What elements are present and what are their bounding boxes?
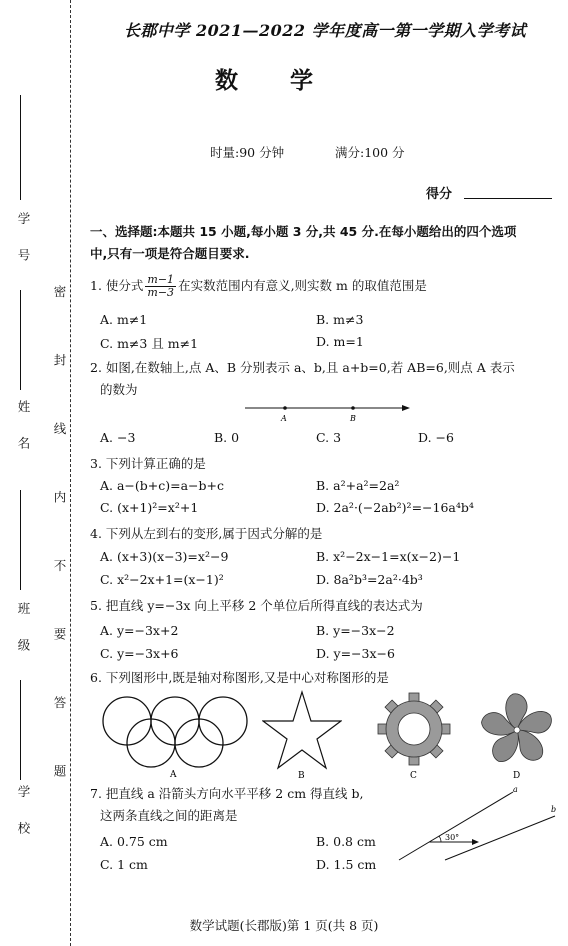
binding-margin xyxy=(0,0,75,946)
page-footer: 数学试题(长郡版)第 1 页(共 8 页) xyxy=(189,918,379,933)
q1-fraction xyxy=(145,274,176,299)
q4-option-a[interactable]: A. (x+3)(x−3)=x²−9 xyxy=(100,549,229,564)
exam-time: 时量:90 分钟 xyxy=(210,145,285,160)
q2-option-d[interactable]: D. −6 xyxy=(418,430,454,445)
figure-d-flower[interactable] xyxy=(475,690,561,780)
q3-option-d[interactable]: D. 2a²·(−2ab²)²=−16a⁴b⁴ xyxy=(316,500,474,515)
figure-c-label: C xyxy=(410,771,417,780)
q1-frac-den: m−3 xyxy=(147,286,175,299)
exam-full-score: 满分:100 分 xyxy=(335,145,405,160)
bauhinia-flower-icon xyxy=(479,694,554,766)
q7-option-b[interactable]: B. 0.8 cm xyxy=(316,834,376,849)
q7-option-d[interactable]: D. 1.5 cm xyxy=(316,857,377,872)
xingming-label: 姓 名 xyxy=(16,400,31,459)
xuexiao-label: 学 校 xyxy=(16,785,31,844)
q1-option-a[interactable]: A. m≠1 xyxy=(100,312,148,327)
line-a xyxy=(399,792,513,860)
section-line-2: 中,只有一项是符合题目要求. xyxy=(90,246,250,261)
number-line-arrow-icon xyxy=(402,405,410,411)
q1-option-b[interactable]: B. m≠3 xyxy=(316,312,364,327)
q3-option-b[interactable]: B. a²+a²=2a² xyxy=(316,478,400,493)
cut-line xyxy=(70,0,71,946)
star-icon xyxy=(263,692,341,768)
q2-stem-1: 2. 如图,在数轴上,点 A、B 分别表示 a、b,且 a+b=0,若 AB=6,则点 A 表示 xyxy=(90,360,515,375)
parallel-lines-figure xyxy=(395,786,560,866)
q2-stem-2: 的数为 xyxy=(100,382,138,397)
point-b-label: B xyxy=(350,414,356,423)
q4-option-c[interactable]: C. x²−2x+1=(x−1)² xyxy=(100,572,224,587)
q2-option-b[interactable]: B. 0 xyxy=(214,430,240,445)
section-line-1: 一、选择题:本题共 15 小题,每小题 3 分,共 45 分.在每小题给出的四个选项 xyxy=(90,224,517,239)
seal-notice: 密 封 线 内 不 要 答 题 xyxy=(52,285,67,803)
figure-c-gear[interactable] xyxy=(373,690,455,780)
q1-frac-num: m−1 xyxy=(147,273,175,286)
q7-stem-1: 7. 把直线 a 沿箭头方向水平平移 2 cm 得直线 b, xyxy=(90,786,364,801)
score-label: 得分 xyxy=(426,187,453,202)
xuehao-label: 学 号 xyxy=(16,212,31,271)
q5-stem: 5. 把直线 y=−3x 向上平移 2 个单位后所得直线的表达式为 xyxy=(90,598,423,613)
q7-option-a[interactable]: A. 0.75 cm xyxy=(100,834,168,849)
figure-d-label: D xyxy=(513,771,521,780)
section-heading xyxy=(90,221,560,265)
q1-stem-pre: 1. 使分式 xyxy=(90,278,144,293)
q2-option-a[interactable]: A. −3 xyxy=(100,430,136,445)
point-a-label: A xyxy=(281,414,287,423)
banji-blank xyxy=(20,490,21,590)
xingming-blank xyxy=(20,290,21,390)
line-b-label: b xyxy=(551,805,557,814)
q4-stem: 4. 下列从左到右的变形,属于因式分解的是 xyxy=(90,526,323,541)
banji-label: 班 级 xyxy=(16,602,31,661)
q1-option-d[interactable]: D. m=1 xyxy=(316,334,364,349)
question-1 xyxy=(90,274,427,299)
q3-option-c[interactable]: C. (x+1)²=x²+1 xyxy=(100,500,199,515)
q1-option-c[interactable]: C. m≠3 且 m≠1 xyxy=(100,336,199,351)
point-b-dot xyxy=(351,406,355,410)
q5-option-b[interactable]: B. y=−3x−2 xyxy=(316,623,395,638)
figure-b-label: B xyxy=(298,771,305,780)
q2-option-c[interactable]: C. 3 xyxy=(316,430,342,445)
number-line-figure xyxy=(240,398,415,424)
figure-a-rings[interactable] xyxy=(100,693,250,779)
q6-stem: 6. 下列图形中,既是轴对称图形,又是中心对称图形的是 xyxy=(90,670,389,685)
figure-a-label: A xyxy=(170,770,177,779)
xuehao-blank xyxy=(20,95,21,200)
q4-option-d[interactable]: D. 8a²b³=2a²·4b³ xyxy=(316,572,423,587)
angle-label: 30° xyxy=(445,833,460,842)
q5-option-c[interactable]: C. y=−3x+6 xyxy=(100,646,179,661)
exam-title: 长郡中学 2021—2022 学年度高一第一学期入学考试 xyxy=(123,21,527,40)
q3-stem: 3. 下列计算正确的是 xyxy=(90,456,206,471)
q5-option-d[interactable]: D. y=−3x−6 xyxy=(316,646,395,661)
subject-title: 数 学 xyxy=(214,67,335,94)
q3-option-a[interactable]: A. a−(b+c)=a−b+c xyxy=(100,478,225,493)
q1-stem-post: 在实数范围内有意义,则实数 m 的取值范围是 xyxy=(178,278,427,293)
q7-option-c[interactable]: C. 1 cm xyxy=(100,857,148,872)
figure-b-star[interactable] xyxy=(262,690,342,780)
angle-arc xyxy=(439,836,441,842)
point-a-dot xyxy=(283,406,287,410)
q7-stem-2: 这两条直线之间的距离是 xyxy=(100,808,238,823)
gear-icon xyxy=(378,693,450,765)
line-a-label: a xyxy=(513,786,518,794)
q5-option-a[interactable]: A. y=−3x+2 xyxy=(100,623,179,638)
xuexiao-blank xyxy=(20,680,21,780)
score-blank xyxy=(464,198,552,199)
arrow-head-icon xyxy=(472,839,479,845)
q4-option-b[interactable]: B. x²−2x−1=x(x−2)−1 xyxy=(316,549,461,564)
